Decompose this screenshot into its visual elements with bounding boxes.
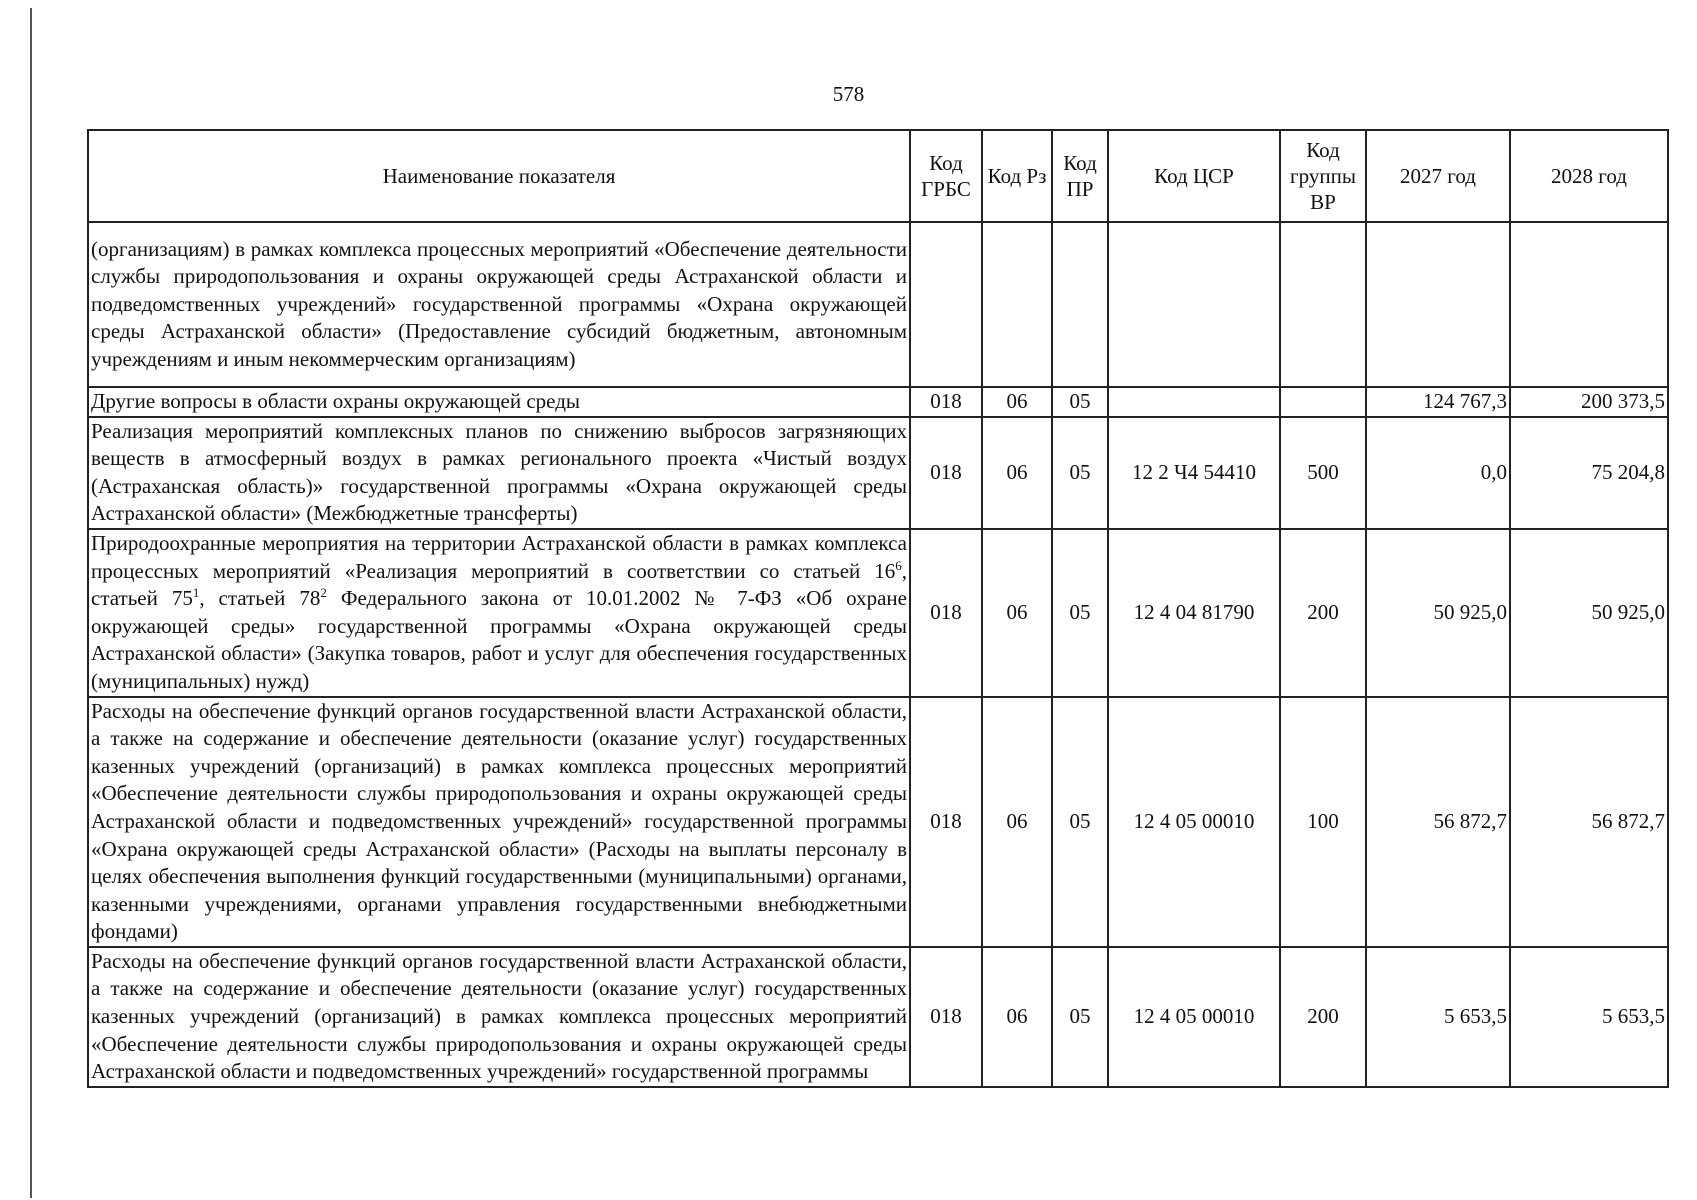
row-vr [1280, 222, 1366, 387]
row-rz: 06 [982, 697, 1052, 947]
row-2028 [1510, 222, 1668, 387]
table-row [88, 387, 1668, 417]
row-2027: 5 653,5 [1366, 947, 1510, 1087]
header-grbs: Код ГРБС [910, 130, 982, 222]
row-grbs: 018 [910, 417, 982, 529]
row-rz [982, 222, 1052, 387]
row-vr: 200 [1280, 529, 1366, 697]
row-grbs: 018 [910, 529, 982, 697]
row-pr: 05 [1052, 529, 1108, 697]
header-2027: 2027 год [1366, 130, 1510, 222]
row-csr: 12 4 05 00010 [1108, 697, 1280, 947]
header-vr: Код группы ВР [1280, 130, 1366, 222]
row-2027: 124 767,3 [1366, 387, 1510, 417]
row-vr: 500 [1280, 417, 1366, 529]
row-pr [1052, 222, 1108, 387]
page-edge-line [30, 8, 32, 1198]
row-2028: 5 653,5 [1510, 947, 1668, 1087]
row-csr: 12 2 Ч4 54410 [1108, 417, 1280, 529]
row-pr: 05 [1052, 417, 1108, 529]
row-pr: 05 [1052, 947, 1108, 1087]
row-name: Расходы на обеспечение функций органов государственной власти Астраханской области, а также на содержание и обеспечение деятельности (оказание услуг) государственных казенных учреждений (организаций) в рамках комплекса процессных мероприятий «Обеспечение деятельности службы природопользования и охраны окружающей среды Астраханской области и подведомственных учреждений» государственной программы «Охрана окружающей среды Астраханской области» (Расходы на выплаты персоналу в целях обеспечения выполнения функций государственными (муниципальными) органами, казенными учреждениями, органами управления государственными внебюджетными фондами) [88, 697, 910, 947]
table-row [88, 222, 1668, 387]
superscript: 1 [192, 585, 200, 601]
row-name-part: , статьей 78 [199, 586, 321, 611]
row-name-part: Природоохранные мероприятия на территории Астраханской области в рамках комплекса процессных мероприятий «Реализация мероприятий в соответствии со статьей 16 [91, 530, 907, 583]
row-name: Реализация мероприятий комплексных планов по снижению выбросов загрязняющих веществ в атмосферный воздух в рамках регионального проекта «Чистый воздух (Астраханская область)» государственной программы «Охрана окружающей среды Астраханской области» (Межбюджетные трансферты) [88, 417, 910, 529]
table-header-row [88, 130, 1668, 222]
row-vr: 200 [1280, 947, 1366, 1087]
header-rz: Код Рз [982, 130, 1052, 222]
row-2028: 75 204,8 [1510, 417, 1668, 529]
row-name: (организациям) в рамках комплекса процессных мероприятий «Обеспечение деятельности службы природопользования и охраны окружающей среды Астраханской области и подведомственных учреждений» государственной программы «Охрана окружающей среды Астраханской области» (Предоставление субсидий бюджетным, автономным учреждениям и иным некоммерческим организациям) [88, 222, 910, 387]
row-name-part: , статьей 75 [91, 558, 907, 611]
row-pr: 05 [1052, 697, 1108, 947]
row-2027 [1366, 222, 1510, 387]
row-2028: 56 872,7 [1510, 697, 1668, 947]
table-row [88, 947, 1668, 1087]
header-name: Наименование показателя [88, 130, 910, 222]
row-vr [1280, 387, 1366, 417]
row-csr: 12 4 04 81790 [1108, 529, 1280, 697]
budget-table [87, 129, 1669, 1088]
row-grbs: 018 [910, 387, 982, 417]
row-csr [1108, 387, 1280, 417]
row-rz: 06 [982, 387, 1052, 417]
row-rz: 06 [982, 417, 1052, 529]
row-grbs [910, 222, 982, 387]
page-number: 578 [832, 82, 865, 106]
row-name [88, 529, 910, 697]
superscript: 6 [895, 557, 902, 573]
row-2027: 0,0 [1366, 417, 1510, 529]
row-2028: 50 925,0 [1510, 529, 1668, 697]
row-pr: 05 [1052, 387, 1108, 417]
header-2028: 2028 год [1510, 130, 1668, 222]
row-name: Другие вопросы в области охраны окружающей среды [88, 387, 910, 417]
table-row [88, 697, 1668, 947]
row-name: Расходы на обеспечение функций органов государственной власти Астраханской области, а также на содержание и обеспечение деятельности (оказание услуг) государственных казенных учреждений (организаций) в рамках комплекса процессных мероприятий «Обеспечение деятельности службы природопользования и охраны окружающей среды Астраханской области и подведомственных учреждений» государственной программы [88, 947, 910, 1087]
row-grbs: 018 [910, 947, 982, 1087]
superscript: 2 [320, 585, 327, 601]
row-rz: 06 [982, 529, 1052, 697]
row-csr [1108, 222, 1280, 387]
table-row [88, 529, 1668, 697]
table-row [88, 417, 1668, 529]
row-csr: 12 4 05 00010 [1108, 947, 1280, 1087]
row-2027: 56 872,7 [1366, 697, 1510, 947]
row-name-part: Федерального закона от 10.01.2002 № 7-ФЗ «Об охране окружающей среды» государственной программы «Охрана окружающей среды Астраханской области» (Закупка товаров, работ и услуг для обеспечения государственных (муниципальных) нужд) [91, 586, 907, 693]
row-2028: 200 373,5 [1510, 387, 1668, 417]
row-2027: 50 925,0 [1366, 529, 1510, 697]
row-rz: 06 [982, 947, 1052, 1087]
row-vr: 100 [1280, 697, 1366, 947]
row-grbs: 018 [910, 697, 982, 947]
header-pr: Код ПР [1052, 130, 1108, 222]
header-csr: Код ЦСР [1108, 130, 1280, 222]
